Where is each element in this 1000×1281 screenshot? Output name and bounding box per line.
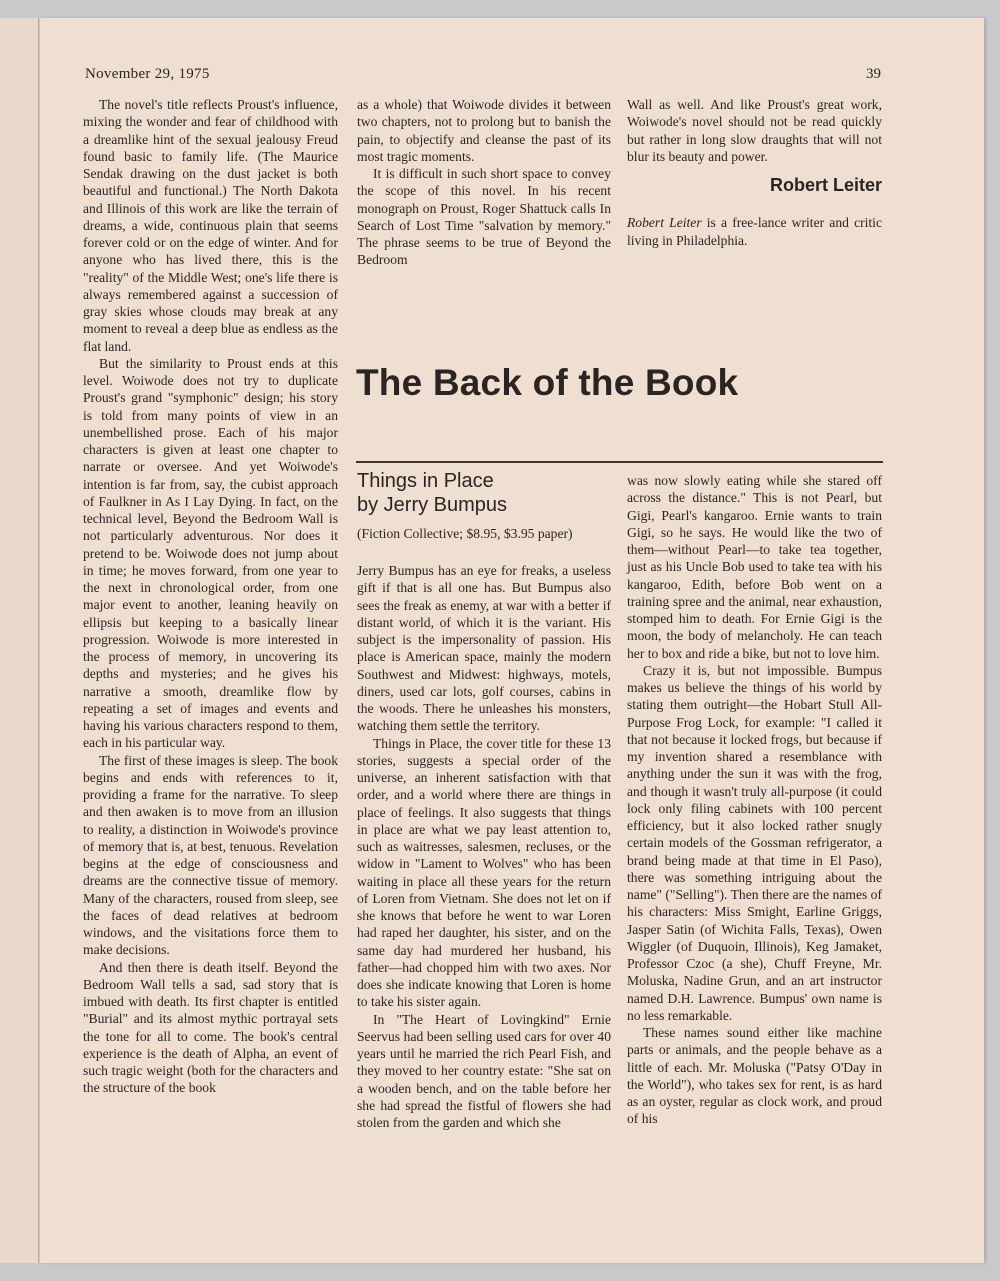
paragraph: Jerry Bumpus has an eye for freaks, a useless gift if that is all one has. But Bumpus also sees the freak as enemy, at war with a better if distant world, of which it is the variant. His subject is the impersonality of passion. His place is American space, mainly the modern Southwest and Midwest: highways, motels, diners, used car lots, golf courses, cabins in the woods. There he unleashes his monsters, watching them settle the territory.: [357, 563, 611, 734]
paragraph: as a whole) that Woiwode divides it between two chapters, not to prolong but to banish the pain, to objectify and cleanse the past of its most tragic moments.: [357, 97, 611, 164]
paragraph: These names sound either like machine parts or animals, and the people behave as a little of each. Mr. Moluska ("Patsy O'Day in the World"), who takes sex for rent, is as hard as an oyster, regular as clock work, and proud of his: [627, 1025, 882, 1127]
paragraph: It is difficult in such short space to convey the scope of this novel. In his recent monograph on Proust, Roger Shattuck calls In Search of Lost Time "salvation by memory." The phrase seems to be true of Beyond the Bedroom: [357, 166, 611, 268]
facing-page-edge: [0, 18, 39, 1263]
column-3-top: [627, 96, 882, 249]
author-bio-text: is a free-lance writer and critic living in Philadelphia.: [627, 215, 882, 248]
author-signature: Robert Leiter: [769, 175, 882, 195]
author-bio-name: Robert Leiter: [627, 215, 702, 231]
issue-date: November 29, 1975: [85, 66, 210, 82]
review-book-title: Things in Place: [357, 470, 494, 492]
paragraph: In "The Heart of Lovingkind" Ernie Seervus had been selling used cars for over 40 years until he married the rich Pearl Fish, and they moved to her country estate: "She sat on a wooden bench, and on the table before her she had spread the fistful of flowers she had stolen from the garden and which she: [357, 1011, 611, 1130]
column-2-bottom: [357, 562, 611, 1131]
paragraph: The first of these images is sleep. The book begins and ends with references to it, providing a frame for the narrative. To sleep and then awaken is to move from an illusion to reality, a distinction in Woiwode's province of memory that is, at best, tenuous. Revelation begins at the edge of consciousness and dreams are the connective tissue of memory. Many of the characters, roused from sleep, see the faces of dead relatives at bedroom windows, and the visitations force them to make decisions.: [83, 752, 338, 958]
column-1: [83, 96, 338, 1097]
review-publisher-info: (Fiction Collective; $8.95, $3.95 paper): [357, 526, 573, 541]
column-3-bottom: [627, 472, 882, 1128]
page-number: 39: [866, 66, 881, 82]
section-rule: [356, 461, 883, 463]
author-bio: [627, 214, 882, 249]
section-title: The Back of the Book: [356, 362, 739, 403]
magazine-page: [40, 18, 984, 1263]
paragraph: The novel's title reflects Proust's influence, mixing the wonder and fear of childhood with a dreamlike hint of the sexual jealousy Freud found basic to family life. (The Maurice Sendak drawing on the dust jacket is both beautiful and functional.) The North Dakota and Illinois of this work are like the terrain of dreams, a wide, continuous plain that seems forever cold or on the edge of winter. And for anyone who has lived there, this is the "reality" of the Middle West; one's life there is always remembered against a succession of gray skies whose clouds may break at any moment to reveal a deep blue as endless as the flat land.: [83, 97, 338, 354]
paragraph: Crazy it is, but not impossible. Bumpus makes us believe the things of his world by stating them outright—the Hobart Stull All-Purpose Frog Lock, for example: "I called it that not because it locked frogs, but because if my invention shared a resemblance with anything under the sun it was with the frog, and though it wasn't truly all-purpose (it could lock only filing cabinets with 100 percent efficiency, but it also locked rather snugly certain models of the Gossman refrigerator, a brand being made at that time in El Paso), there was something intriguing about the name" ("Selling"). Then there are the names of his characters: Miss Smight, Earline Griggs, Jasper Satin (of Wichita Falls, Texas), Owen Wiggler (of Duquoin, Illinois), Keg Jamaket, Professor Czoc (a she), Chuff Freyne, Mr. Moluska, Nadine Grun, and an art instructor named D.H. Lawrence. Bumpus' own name is no less remarkable.: [627, 662, 882, 1023]
review-book-author: by Jerry Bumpus: [357, 494, 508, 516]
paragraph: Things in Place, the cover title for these 13 stories, suggests a special order of the universe, an inherent satisfaction with that order, and a world where there are things in place of feelings. It also suggests that things in place are what we pay least attention to, such as waitresses, salesmen, recluses, or the widow in "Lament to Wolves" who has been waiting in place all these years for the return of Loren from Vietnam. She does not let on if she knows that before he went to war Loren had raped her daughter, his sister, and on the same day had murdered her husband, his father—had chopped him with two axes. Nor does she indicate knowing that Loren is home to take his sister again.: [357, 735, 611, 1010]
paragraph: And then there is death itself. Beyond the Bedroom Wall tells a sad, sad story that is imbued with death. Its first chapter is entitled "Burial" and its almost mythic portrayal sets the tone for all to come. The book's central experience is the death of Alpha, an event of such tragic weight (both for the characters and the structure of the book: [83, 959, 338, 1096]
paragraph: was now slowly eating while she stared off across the distance." This is not Pearl, but Gigi, Pearl's kangaroo. Ernie wants to train Gigi, so he says. He would like the two of them—without Pearl—to take tea together, just as his Uncle Bob used to take tea with his kangaroo, Edith, before Bob went on a training spree and the animal, near exhaustion, stomped him to death. For Ernie Gigi is the moon, the body of melancholy. He can teach her to box and ride a bike, but not to love him.: [627, 473, 882, 661]
review-heading: [357, 469, 617, 517]
paragraph: But the similarity to Proust ends at this level. Woiwode does not try to duplicate Proust's grand "symphonic" design; his story is told from many points of view in an unembellished prose. Each of his major characters is given at least one chapter to narrate or oversee. And yet Woiwode's intention is far from, say, the cubist approach of Faulkner in As I Lay Dying. In fact, on the technical level, Beyond the Bedroom Wall is not particularly adventurous. Nor does it pretend to be. Woiwode does not jump about in time; he moves forward, from one year to the next in chronological order, from one major event to another, leaning heavily on ellipsis but keeping to a basically linear progression. Woiwode is more interested in the process of memory, in uncovering its depths and mysteries; and he gives his narrative a smooth, dreamlike flow by repeating a set of images and events and having his various characters respond to them, each in his particular way.: [83, 355, 338, 751]
paragraph: Wall as well. And like Proust's great work, Woiwode's novel should not be read quickly but rather in long slow draughts that will not blur its beauty and power.: [627, 97, 882, 164]
column-2-top: [357, 96, 611, 269]
